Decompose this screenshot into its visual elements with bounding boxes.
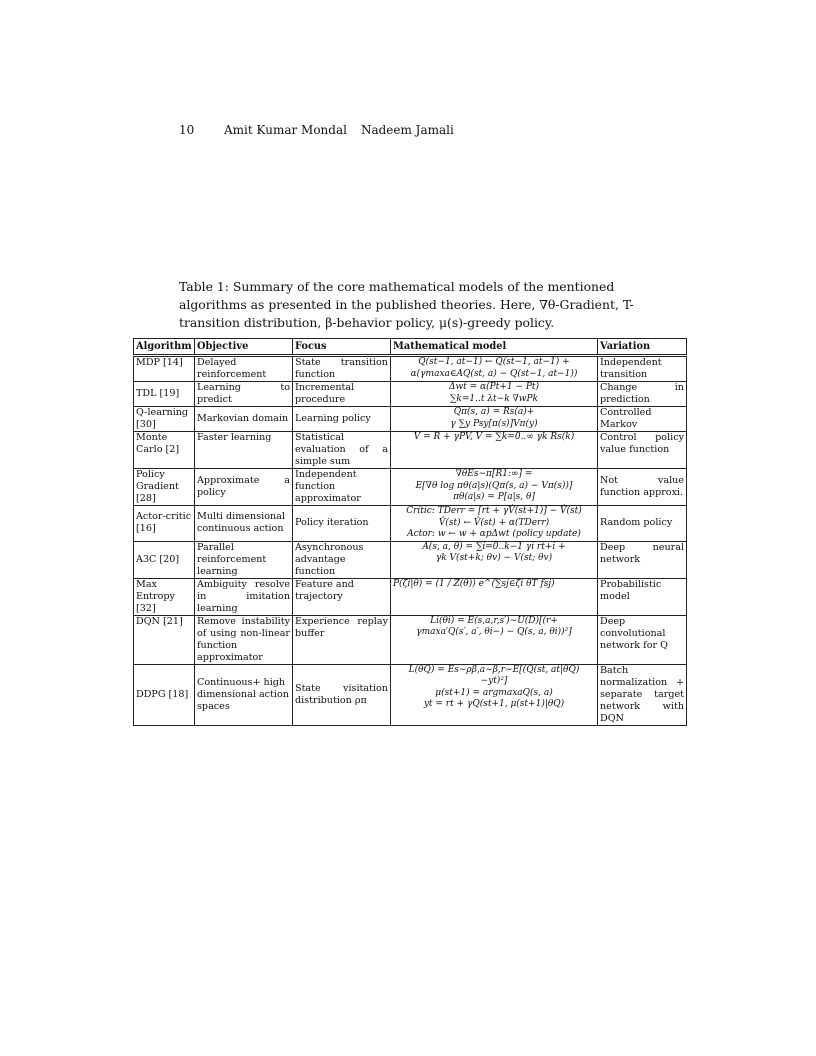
- math-line: −yt)²]: [480, 676, 508, 686]
- cell-variation: Probabilistic model: [598, 578, 687, 615]
- header-focus: Focus: [293, 339, 391, 356]
- cell-focus: Incremental procedure: [293, 382, 391, 407]
- summary-table-container: [133, 338, 686, 726]
- cell-variation: Change in prediction: [598, 382, 687, 407]
- table-row: [134, 382, 687, 407]
- table-caption: Table 1: Summary of the core mathematical models of the mentioned algorithms as presented in the published theories. Here, ∇θ-Gradient, T-transition distribution, β-behavior policy, μ(s)-greedy policy.: [179, 279, 634, 330]
- math-line: V̂(st) ← V̂(st) + α(TDerr): [438, 517, 550, 528]
- cell-algorithm: Max Entropy [32]: [134, 578, 195, 615]
- cell-variation: Batch normalization + separate target network with DQN: [598, 664, 687, 725]
- cell-algorithm: A3C [20]: [134, 541, 195, 578]
- cell-objective: Remove instability of using non-linear function approximator: [195, 615, 293, 664]
- cell-focus: Feature and trajectory: [293, 578, 391, 615]
- math-line: A(s, a, θ) = ∑i=0..k−1 γi rt+i +: [422, 541, 566, 552]
- math-line: ∑k=1..t λt−k ∇wPk: [449, 393, 539, 404]
- cell-variation: Controlled Markov: [598, 407, 687, 432]
- cell-math: [391, 541, 598, 578]
- table-row: [134, 664, 687, 725]
- cell-variation: Independent transition: [598, 356, 687, 382]
- cell-math: [391, 506, 598, 542]
- cell-algorithm: TDL [19]: [134, 382, 195, 407]
- cell-focus: Independent function approximator: [293, 469, 391, 506]
- math-line: γ ∑y Psy[π(s)]Vπ(y): [450, 418, 538, 429]
- table-row: [134, 506, 687, 542]
- math-line: γk V(st+k; θv) − V(st; θv): [435, 553, 553, 563]
- header-algorithm: Algorithm: [134, 339, 195, 356]
- cell-focus: Policy iteration: [293, 506, 391, 542]
- cell-math: [391, 407, 598, 432]
- cell-math: [391, 578, 598, 615]
- math-line: P(ζi|θ) = (1 / Z(θ)) e^(∑sj∈ζi θT fsj): [393, 578, 555, 589]
- cell-algorithm: MDP [14]: [134, 356, 195, 382]
- math-line: Q(st−1, at−1) ← Q(st−1, at−1) + α(γmaxa∈AQ(st, a) − Q(st−1, at−1)): [410, 357, 578, 379]
- table-row: [134, 578, 687, 615]
- table-row: [134, 407, 687, 432]
- cell-math: [391, 356, 598, 382]
- cell-algorithm: DQN [21]: [134, 615, 195, 664]
- cell-focus: State visitation distribution ρπ: [293, 664, 391, 725]
- cell-math: [391, 432, 598, 469]
- math-line: πθ(a|s) = P[a|s, θ]: [453, 492, 535, 502]
- cell-objective: Ambiguity resolve in imitation learning: [195, 578, 293, 615]
- cell-algorithm: Monte Carlo [2]: [134, 432, 195, 469]
- cell-objective: Faster learning: [195, 432, 293, 469]
- cell-objective: Parallel reinforcement learning: [195, 541, 293, 578]
- math-line: Qπ(s, a) = Rs(a)+: [453, 407, 535, 417]
- cell-objective: Markovian domain: [195, 407, 293, 432]
- table-row: [134, 469, 687, 506]
- table-row: [134, 541, 687, 578]
- math-line: γmaxa′Q(s′, a′, θi−) − Q(s, a, θi))²]: [416, 627, 572, 637]
- running-head: [179, 123, 468, 137]
- cell-math: [391, 664, 598, 725]
- page-number: 10: [179, 123, 195, 137]
- table-row: [134, 356, 687, 382]
- math-line: μ(st+1) = argmaxaQ(s, a): [435, 687, 553, 698]
- cell-algorithm: Q-learning [30]: [134, 407, 195, 432]
- math-line: V = R + γPV, V = ∑k=0..∞ γk Rs(k): [413, 432, 575, 442]
- math-line: E[∇θ log πθ(a|s)(Qπ(s, a) − Vπ(s))]: [415, 480, 573, 491]
- table-row: [134, 615, 687, 664]
- cell-math: [391, 615, 598, 664]
- table-header-row: [134, 339, 687, 356]
- cell-focus: Learning policy: [293, 407, 391, 432]
- cell-objective: Learning to predict: [195, 382, 293, 407]
- cell-objective: Approximate a policy: [195, 469, 293, 506]
- cell-variation: Deep convolutional network for Q: [598, 615, 687, 664]
- cell-focus: Experience replay buffer: [293, 615, 391, 664]
- cell-variation: Deep neural network: [598, 541, 687, 578]
- cell-objective: Multi dimensional continuous action: [195, 506, 293, 542]
- cell-objective: Delayed reinforcement: [195, 356, 293, 382]
- author-name: Nadeem Jamali: [360, 123, 454, 137]
- math-line: Actor: w ← w + αpΔwt (policy update): [407, 529, 581, 539]
- cell-algorithm: Actor-critic [16]: [134, 506, 195, 542]
- cell-algorithm: DDPG [18]: [134, 664, 195, 725]
- cell-math: [391, 469, 598, 506]
- math-line: Li(θi) = E(s,a,r,s′)∼U(D)[(r+: [430, 615, 558, 626]
- math-line: Critic: TDerr = [rt + γV̂(st+1)] − V̂(st): [406, 506, 582, 516]
- cell-objective: Continuous+ high dimensional action spaces: [195, 664, 293, 725]
- cell-variation: Random policy: [598, 506, 687, 542]
- cell-variation: Control policy value function: [598, 432, 687, 469]
- cell-variation: Not value function approxi.: [598, 469, 687, 506]
- math-line: Δwt = α(Pt+1 − Pt): [448, 382, 540, 392]
- math-line: ∇θEs∼π[R1:∞] =: [455, 469, 533, 479]
- header-math-model: Mathematical model: [391, 339, 598, 356]
- author-name: Amit Kumar Mondal: [224, 123, 347, 137]
- cell-focus: Asynchronous advantage function: [293, 541, 391, 578]
- cell-math: [391, 382, 598, 407]
- header-variation: Variation: [598, 339, 687, 356]
- cell-focus: State transition function: [293, 356, 391, 382]
- header-objective: Objective: [195, 339, 293, 356]
- cell-focus: Statistical evaluation of a simple sum: [293, 432, 391, 469]
- cell-algorithm: Policy Gradient [28]: [134, 469, 195, 506]
- math-line: L(θQ) = Es∼ρβ,a∼β,r∼E[(Q(st, at|θQ): [408, 664, 580, 675]
- math-line: yt = rt + γQ(st+1, μ(st+1)|θQ): [423, 699, 565, 709]
- summary-table: [133, 338, 687, 726]
- table-row: [134, 432, 687, 469]
